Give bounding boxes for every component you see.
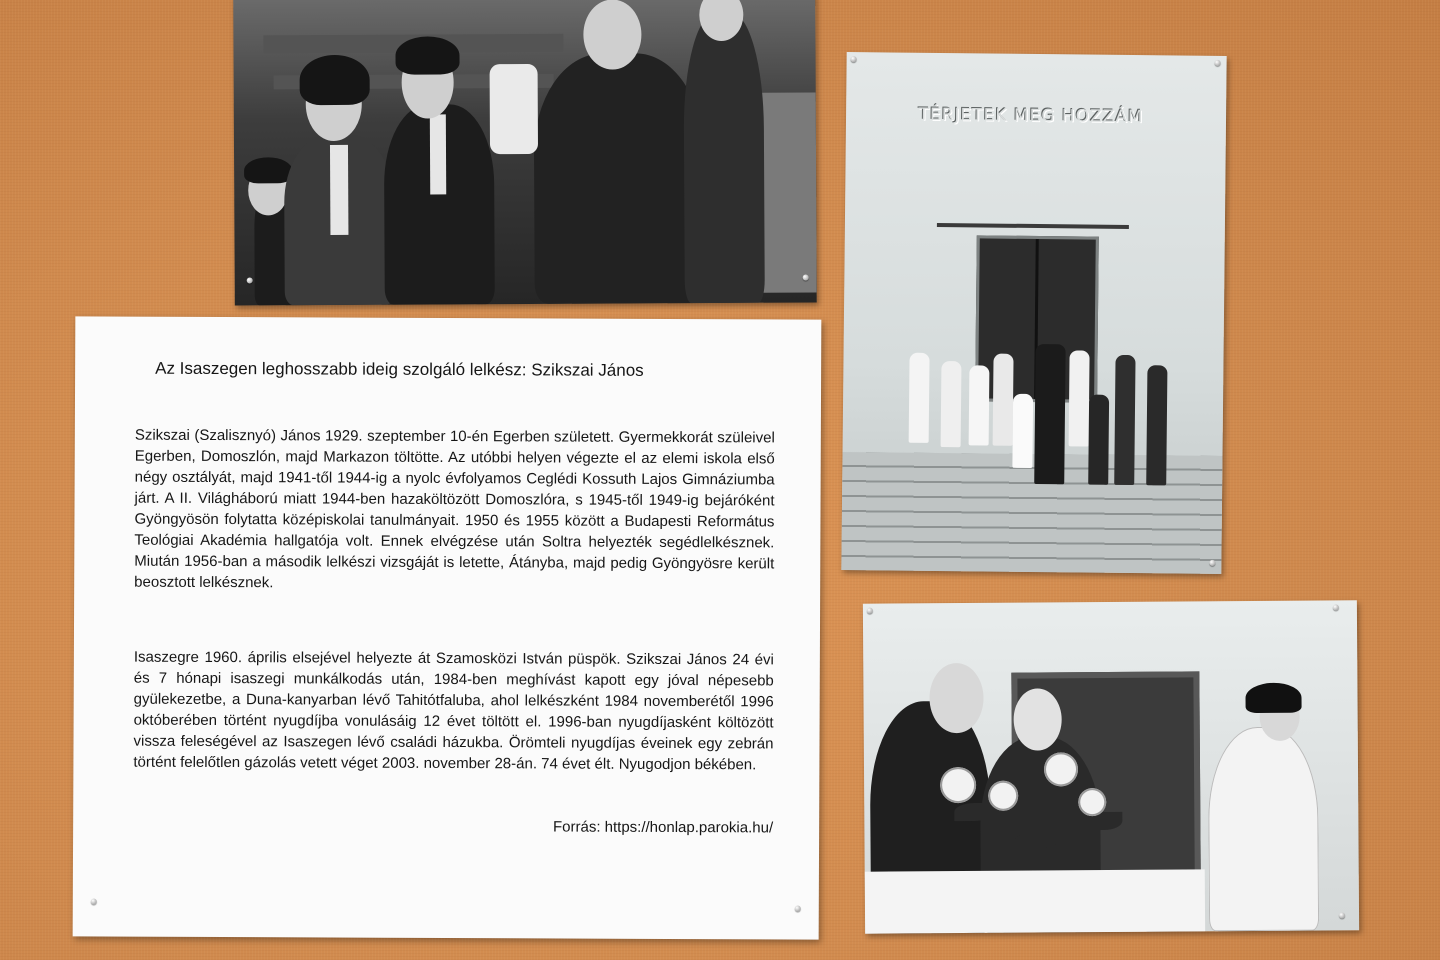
pin	[1333, 604, 1339, 610]
pin	[1215, 60, 1221, 66]
photo-church-entrance	[841, 52, 1226, 574]
source-line: Forrás: https://honlap.parokia.hu/	[552, 818, 774, 837]
pin	[247, 277, 253, 283]
pin	[91, 898, 97, 904]
pin	[1339, 912, 1345, 918]
biography-paragraph-1: Szikszai (Szalisznyó) János 1929. szeptember 10-én Egerben született. Gyermekkorát szüleivel Egerben, Domoszlón, majd Markazon töltötte. Az utóbbi helyen végezte el az elemi iskola első négy osztályát, majd 1941-től 1944-ig a nyolc évfolyamos Ceglédi Kossuth Lajos Gimnáziumba járt. A II. Világháború miatt 1944-ben hazaköltözött Domoszlóra, s 1945-től 1949-ig bejáróként Gyöngyösön folytatta középiskolai tanulmányait. 1950 és 1955 között a Budapesti Református Teológiai Akadémia hallgatója volt. Ennek elvégzése után Soltra helyezték segédlelkésznek. Miután 1956-ban a második lelkészi vizsgáját is letette, Átányba, majd pedig Gyöngyösre került beosztott lelkésznek.	[134, 426, 775, 592]
church-inscription: TÉRJETEK MEG HOZZÁM	[918, 104, 1144, 128]
pin	[851, 56, 857, 62]
pin	[867, 608, 873, 614]
text-sheet	[73, 316, 822, 939]
biography-paragraph-2: Isaszegre 1960. április elsejével helyezte át Szamosközi István püspök. Szikszai János 24 évi és 7 hónapi isaszegi munkálkodás után, 1984-ben meghívást kapott egy jóval népesebb gyülekezetbe, a Duna-kanyarban lévő Tahitótfaluba, ahol lelkészként 1984 novemberétől 1996 októberében történt nyugdíjba vonulásáig 12 évet töltött el. 1996-ban nyugdíjasként költözött vissza feleségével az Isaszegen lévő családi házukba. Örömteli nyugdíjas éveinek egy zebrán történt felelőtlen gázolás vetett véget 2003. november 28-án. 74 évet élt. Nyugodjon békében.	[133, 648, 774, 774]
pin	[1209, 560, 1215, 566]
pin	[803, 275, 809, 281]
sheet-title: Az Isaszegen leghosszabb ideig szolgáló lelkész: Szikszai János	[155, 358, 644, 380]
pin	[795, 906, 801, 912]
photo-banquet	[863, 600, 1359, 933]
photo-confirmation-ceremony	[233, 0, 817, 306]
